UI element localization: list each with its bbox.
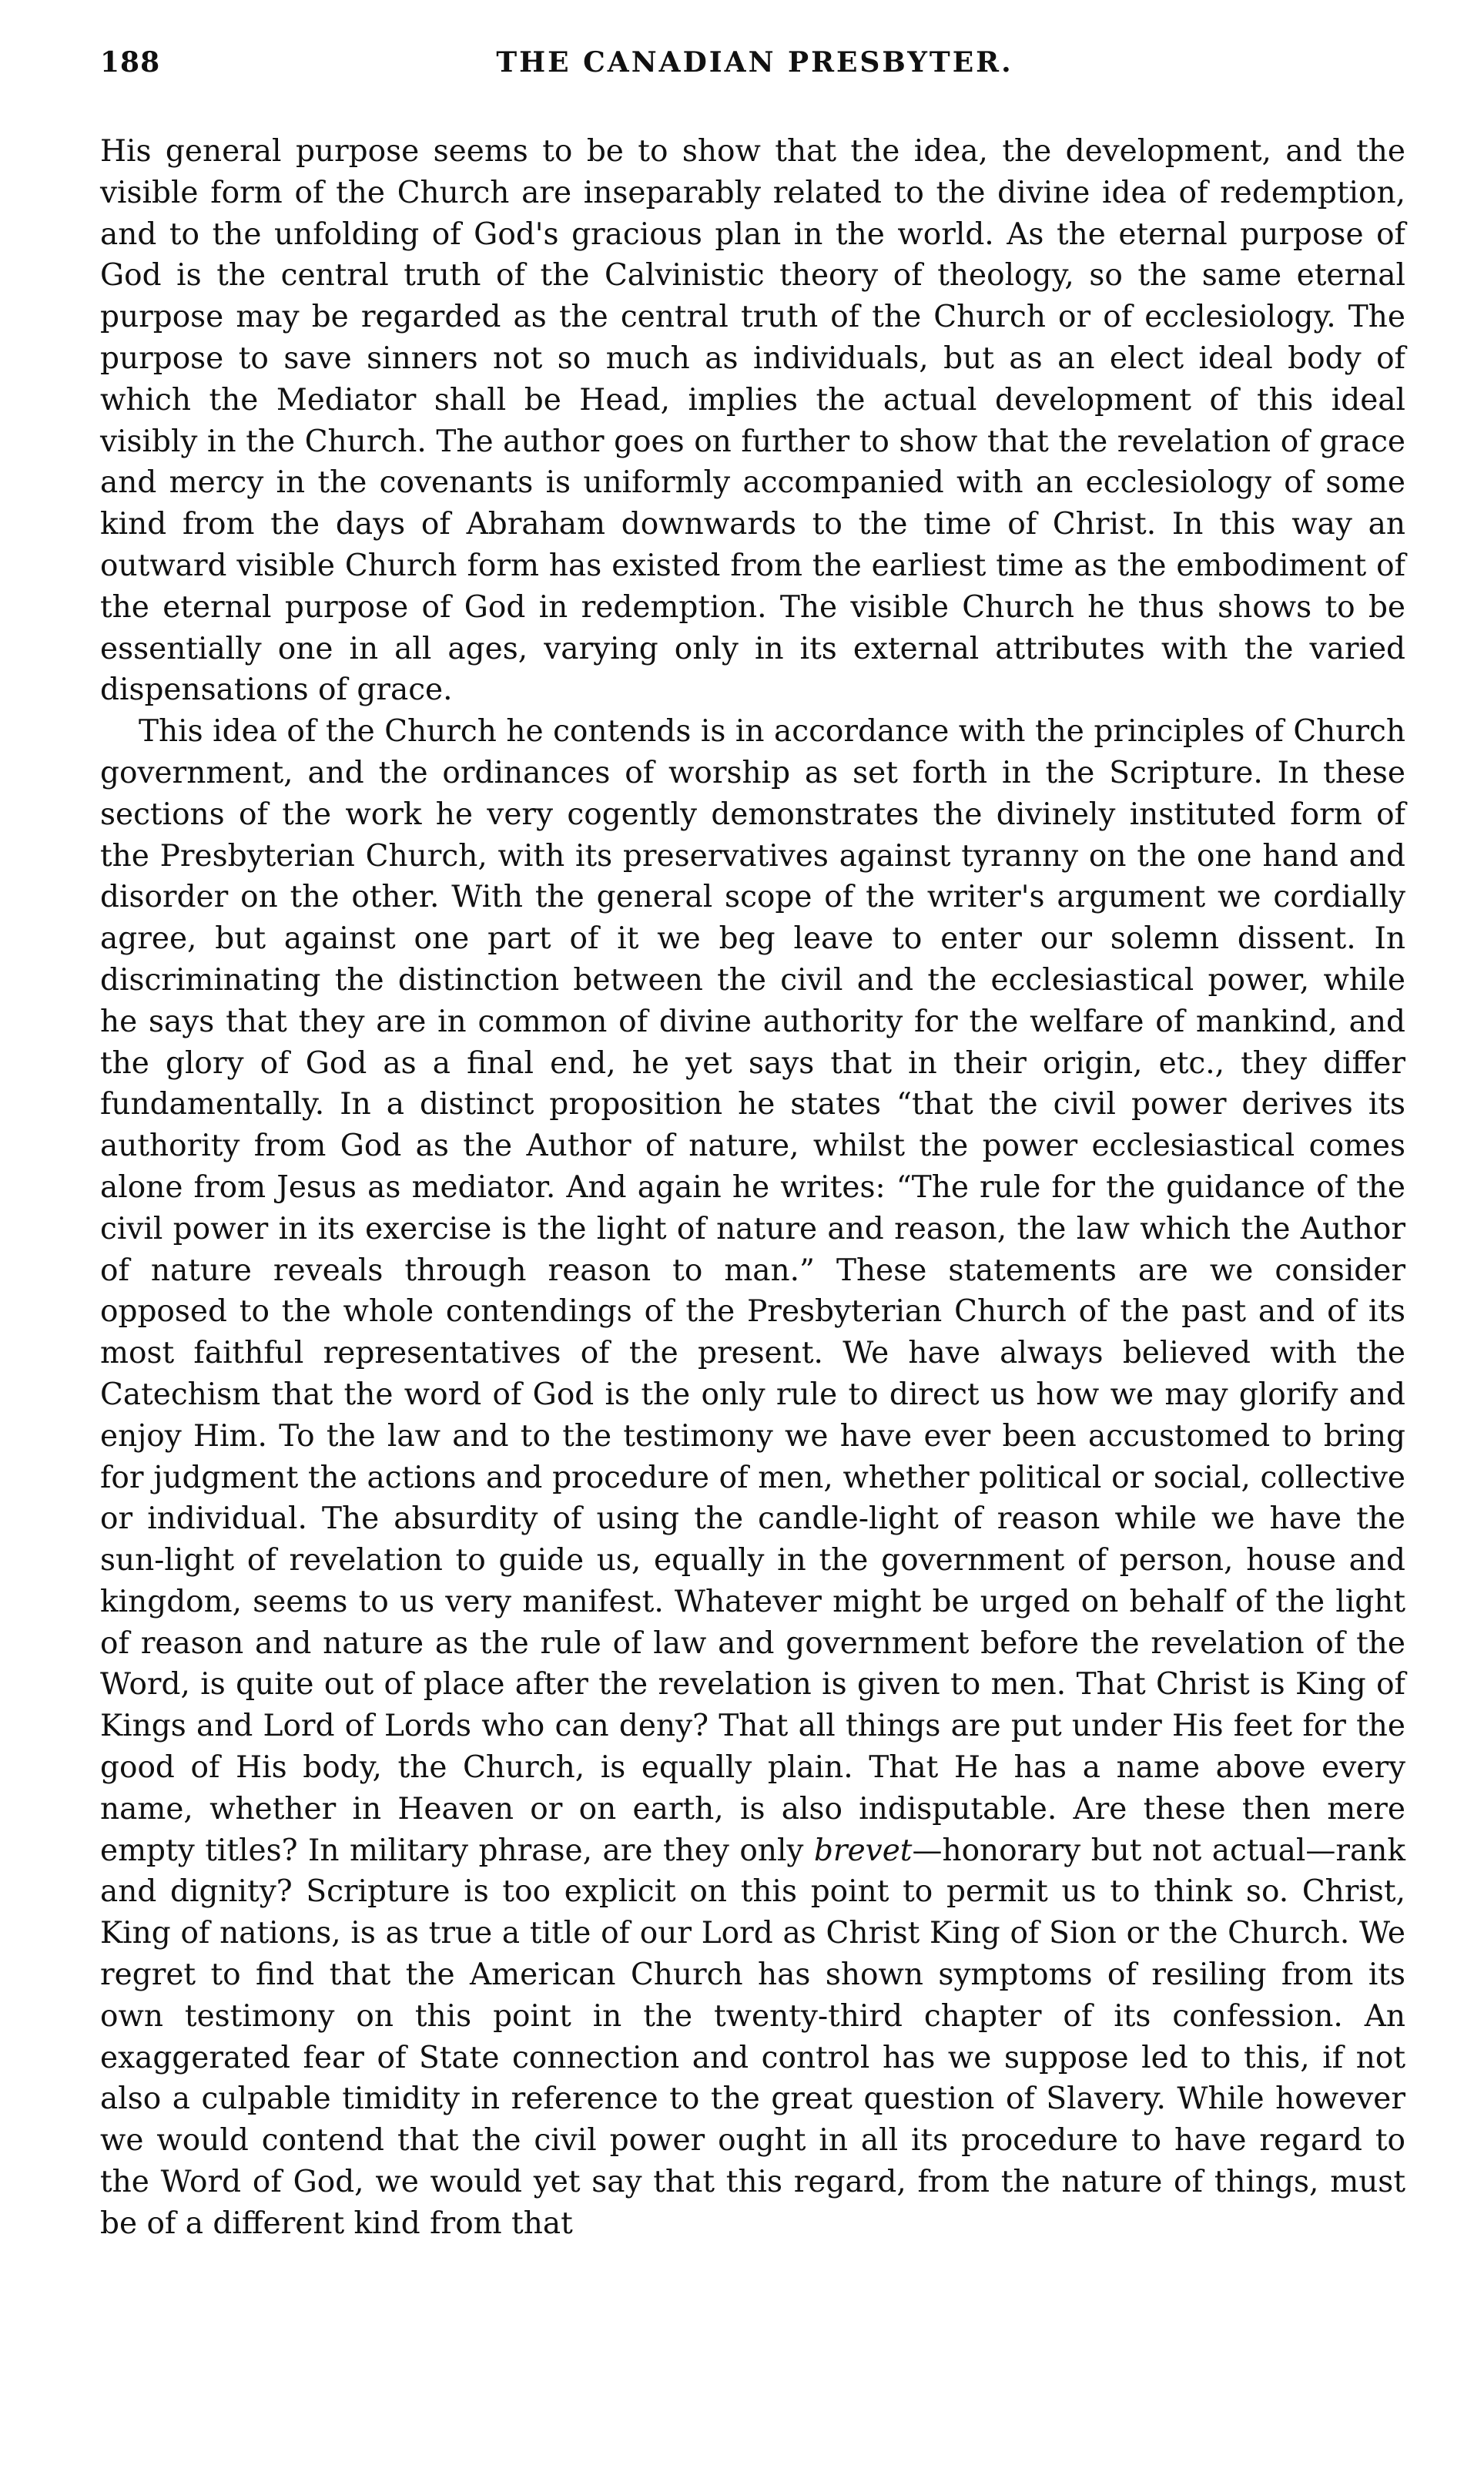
- article-body: [100, 131, 1405, 2245]
- paragraph-2-text-before: This idea of the Church he contends is in accordance with the principles of Church government, and the ordinances of worship as set forth in the Scripture. In these sections of the work he very cogently demonstrates the divinely instituted form of the Presbyterian Church, with its preservatives against tyranny on the one hand and disorder on the other. With the general scope of the writer's argument we cordially agree, but against one part of it we beg leave to enter our solemn dissent. In discriminating the distinction between the civil and the ecclesiastical power, while he says that they are in common of divine authority for the welfare of mankind, and the glory of God as a final end, he yet says that in their origin, etc., they differ fundamentally. In a distinct proposition he states “that the civil power derives its authority from God as the Author of nature, whilst the power ecclesiastical comes alone from Jesus as mediator. And again he writes: “The rule for the guidance of the civil power in its exercise is the light of nature and reason, the law which the Author of nature reveals through reason to man.” These statements are we consider opposed to the whole contendings of the Presbyterian Church of the past and of its most faithful representatives of the present. We have always believed with the Catechism that the word of God is the only rule to direct us how we may glorify and enjoy Him. To the law and to the testimony we have ever been accustomed to bring for judgment the actions and procedure of men, whether political or social, collective or individual. The absurdity of using the candle-light of reason while we have the sun-light of revelation to guide us, equally in the government of person, house and kingdom, seems to us very manifest. Whatever might be urged on behalf of the light of reason and nature as the rule of law and government before the revelation of the Word, is quite out of place after the revelation is given to men. That Christ is King of Kings and Lord of Lords who can deny? That all things are put under His feet for the good of His body, the Church, is equally plain. That He has a name above every name, whether in Heaven or on earth, is also indisputable. Are these then mere empty titles? In military phrase, are they only: [100, 714, 1405, 1868]
- paragraph-2-text-after: —honorary but not actual—rank and dignity? Scripture is too explicit on this point to permit us to think so. Christ, King of nations, is as true a title of our Lord as Christ King of Sion or the Church. We regret to find that the American Church has shown symptoms of resiling from its own testimony on this point in the twenty-third chapter of its confession. An exaggerated fear of State connection and control has we suppose led to this, if not also a culpable timidity in reference to the great question of Slavery. While however we would contend that the civil power ought in all its procedure to have regard to the Word of God, we would yet say that this regard, from the nature of things, must be of a different kind from that: [100, 1833, 1405, 2241]
- paragraph-1: His general purpose seems to be to show that the idea, the development, and the visible form of the Church are inseparably related to the divine idea of redemption, and to the unfolding of God's gracious plan in the world. As the eternal purpose of God is the central truth of the Calvinistic theory of theology, so the same eternal purpose may be regarded as the central truth of the Church or of ecclesiology. The purpose to save sinners not so much as individuals, but as an elect ideal body of which the Mediator shall be Head, implies the actual development of this ideal visibly in the Church. The author goes on further to show that the revelation of grace and mercy in the covenants is uniformly accompanied with an ecclesiology of some kind from the days of Abraham downwards to the time of Christ. In this way an outward visible Church form has existed from the earliest time as the embodiment of the eternal purpose of God in redemption. The visible Church he thus shows to be essentially one in all ages, varying only in its external attributes with the varied dispensations of grace.: [100, 134, 1405, 708]
- page-number: 188: [100, 46, 161, 79]
- paragraph-2: [100, 711, 1405, 2244]
- page-header: [100, 46, 1409, 100]
- emphasis-brevet: brevet: [813, 1833, 913, 1868]
- running-title: THE CANADIAN PRESBYTER.: [496, 46, 1013, 79]
